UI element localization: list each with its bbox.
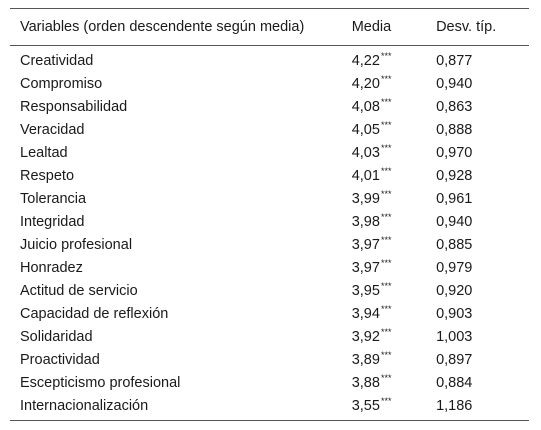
variable-cell: Tolerancia xyxy=(20,190,87,207)
variable-cell: Respeto xyxy=(20,167,75,184)
media-cell xyxy=(352,302,436,325)
variable-cell: Capacidad de reflexión xyxy=(20,305,169,322)
desv-cell: 0,888 xyxy=(436,121,473,138)
table-row xyxy=(10,210,529,233)
table-row xyxy=(10,46,529,73)
significance-marker: *** xyxy=(380,395,392,406)
media-value: 3,94 xyxy=(351,305,380,322)
desv-cell: 0,961 xyxy=(436,190,473,207)
table-row xyxy=(10,141,529,164)
variable-cell: Proactividad xyxy=(20,351,100,368)
significance-marker: *** xyxy=(380,372,392,383)
significance-marker: *** xyxy=(380,211,392,222)
table-row xyxy=(10,348,529,371)
table-row xyxy=(10,371,529,394)
media-value: 4,20 xyxy=(351,75,380,92)
header-row xyxy=(10,9,529,46)
significance-marker: *** xyxy=(380,96,392,107)
variable-cell: Integridad xyxy=(20,213,85,230)
significance-marker: *** xyxy=(380,142,392,153)
media-value: 3,97 xyxy=(351,236,380,253)
media-value: 4,22 xyxy=(351,52,380,69)
significance-marker: *** xyxy=(380,280,392,291)
media-cell xyxy=(352,371,436,394)
significance-marker: *** xyxy=(380,349,392,360)
desv-cell: 0,940 xyxy=(436,75,473,92)
table-row xyxy=(10,256,529,279)
media-cell xyxy=(352,95,436,118)
table-header xyxy=(10,9,529,46)
variable-cell: Internacionalización xyxy=(20,397,149,414)
variable-cell: Escepticismo profesional xyxy=(20,374,181,391)
media-cell xyxy=(352,187,436,210)
desv-cell: 0,884 xyxy=(436,374,473,391)
significance-marker: *** xyxy=(380,73,392,84)
media-value: 3,97 xyxy=(351,259,380,276)
table-row xyxy=(10,95,529,118)
desv-cell: 0,979 xyxy=(436,259,473,276)
variable-cell: Solidaridad xyxy=(20,328,93,345)
media-cell xyxy=(352,164,436,187)
media-value: 4,01 xyxy=(351,167,380,184)
desv-cell: 0,940 xyxy=(436,213,473,230)
media-cell xyxy=(352,233,436,256)
table-row xyxy=(10,325,529,348)
media-cell xyxy=(352,210,436,233)
significance-marker: *** xyxy=(380,234,392,245)
desv-cell: 0,885 xyxy=(436,236,473,253)
desv-cell: 0,920 xyxy=(436,282,473,299)
header-media: Media xyxy=(351,19,392,35)
desv-cell: 0,877 xyxy=(436,52,473,69)
media-value: 4,08 xyxy=(351,98,380,115)
variable-cell: Lealtad xyxy=(20,144,68,161)
media-cell xyxy=(352,256,436,279)
media-value: 3,99 xyxy=(351,190,380,207)
significance-marker: *** xyxy=(380,257,392,268)
media-cell xyxy=(352,72,436,95)
desv-cell: 1,186 xyxy=(436,397,473,414)
significance-marker: *** xyxy=(380,119,392,130)
desv-cell: 0,863 xyxy=(436,98,473,115)
media-cell xyxy=(352,348,436,371)
media-value: 3,88 xyxy=(351,374,380,391)
media-cell xyxy=(352,141,436,164)
variable-cell: Honradez xyxy=(20,259,83,276)
significance-marker: *** xyxy=(380,188,392,199)
media-value: 3,89 xyxy=(351,351,380,368)
desv-cell: 1,003 xyxy=(436,328,473,345)
media-cell xyxy=(352,325,436,348)
significance-marker: *** xyxy=(380,326,392,337)
media-cell xyxy=(352,46,436,73)
desv-cell: 0,928 xyxy=(436,167,473,184)
results-table xyxy=(10,8,529,421)
results-table-container xyxy=(10,8,529,421)
media-cell xyxy=(352,279,436,302)
media-value: 3,55 xyxy=(351,397,380,414)
table-row xyxy=(10,302,529,325)
desv-cell: 0,897 xyxy=(436,351,473,368)
significance-marker: *** xyxy=(380,50,392,61)
media-cell xyxy=(352,394,436,421)
table-row xyxy=(10,394,529,421)
variable-cell: Creatividad xyxy=(20,52,94,69)
variable-cell: Actitud de servicio xyxy=(20,282,138,299)
desv-cell: 0,903 xyxy=(436,305,473,322)
table-row xyxy=(10,233,529,256)
header-variables: Variables (orden descendente según media) xyxy=(20,19,305,35)
table-body xyxy=(10,46,529,421)
media-value: 4,03 xyxy=(351,144,380,161)
table-row xyxy=(10,72,529,95)
significance-marker: *** xyxy=(380,165,392,176)
variable-cell: Veracidad xyxy=(20,121,85,138)
table-row xyxy=(10,279,529,302)
variable-cell: Compromiso xyxy=(20,75,103,92)
significance-marker: *** xyxy=(380,303,392,314)
table-row xyxy=(10,118,529,141)
media-value: 4,05 xyxy=(351,121,380,138)
variable-cell: Responsabilidad xyxy=(20,98,128,115)
media-cell xyxy=(352,118,436,141)
media-value: 3,98 xyxy=(351,213,380,230)
table-row xyxy=(10,187,529,210)
media-value: 3,92 xyxy=(351,328,380,345)
variable-cell: Juicio profesional xyxy=(20,236,133,253)
desv-cell: 0,970 xyxy=(436,144,473,161)
table-row xyxy=(10,164,529,187)
header-desv: Desv. típ. xyxy=(436,19,497,35)
media-value: 3,95 xyxy=(351,282,380,299)
